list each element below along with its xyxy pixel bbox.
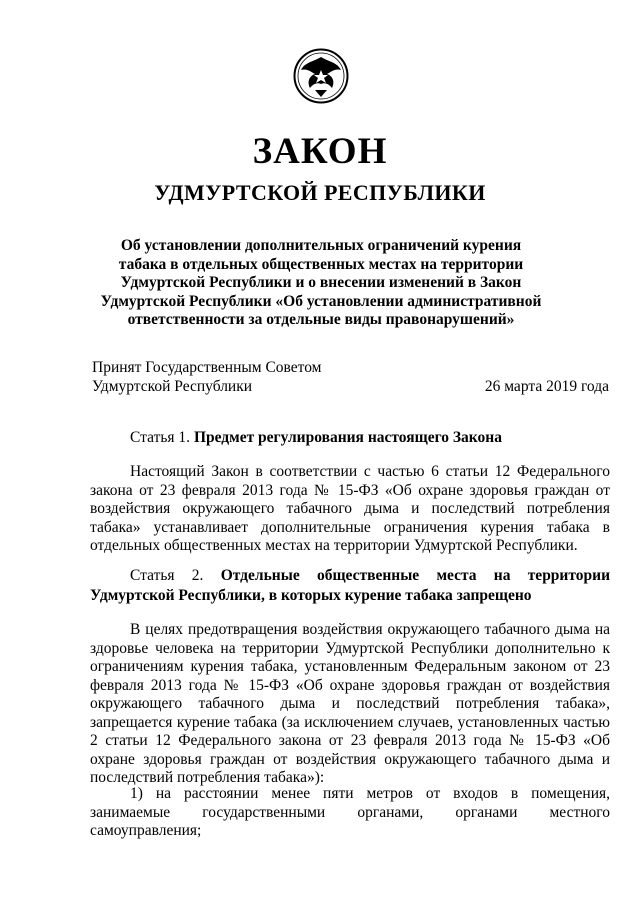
article-2-paragraph-1: В целях предотвращения воздействия окружающего табачного дыма на здоровье человека на территории Удмуртской Республики дополнительно к ограничениям курения табака, установленным Федеральным законом от 23 февраля 2013 года № 15-ФЗ «Об охране здоровья граждан от воздействия окружающего табачного дыма и последствий потребления табака», запрещается курение табака (за исключением случаев, установленных частью 2 статьи 12 Федерального закона от 23 февраля 2013 года № 15-ФЗ «Об охране здоровья граждан от воздействия окружающего табачного дыма и последствий потребления табака»): [90,621,610,786]
article-2-heading [90,566,610,606]
adopted-date: 26 марта 2019 года [484,378,609,395]
article-1-heading [90,428,610,448]
article-2-title: Отдельные общественные места на территории Удмуртской Республики, в которых курение табака запрещено [90,567,611,604]
article-2-paragraph-2: 1) на расстоянии менее пяти метров от входов в помещения, занимаемые государственными органами, органами местного самоуправления; [90,785,610,839]
article-1-paragraph-1: Настоящий Закон в соответствии с частью 6 статьи 12 Федерального закона от 23 февраля 2013 года № 15-ФЗ «Об охране здоровья граждан от воздействия окружающего табачного дыма и последствий потребления табака» устанавливает дополнительные ограничения курения табака в отдельных общественных местах на территории Удмуртской Республики. [90,463,610,554]
article-2-number: Статья 2. [130,567,204,584]
document-heading: Об установлении дополнительных ограничений курения табака в отдельных общественных местах на территории Удмуртской Республики и о внесении изменений в Закон Удмуртской Республики «Об установлении административной ответственности за отдельные виды правонарушений» [100,237,542,328]
udmurt-coat-of-arms-icon [293,48,349,104]
adopted-by [92,359,362,396]
article-1-title: Предмет регулирования настоящего Закона [193,429,502,446]
article-1-number: Статья 1. [130,429,191,446]
law-title: ЗАКОН [252,131,388,172]
law-subtitle: УДМУРТСКОЙ РЕСПУБЛИКИ [154,180,486,205]
adopted-by-text: Принят Государственным Советом Удмуртской Республики [92,359,322,395]
